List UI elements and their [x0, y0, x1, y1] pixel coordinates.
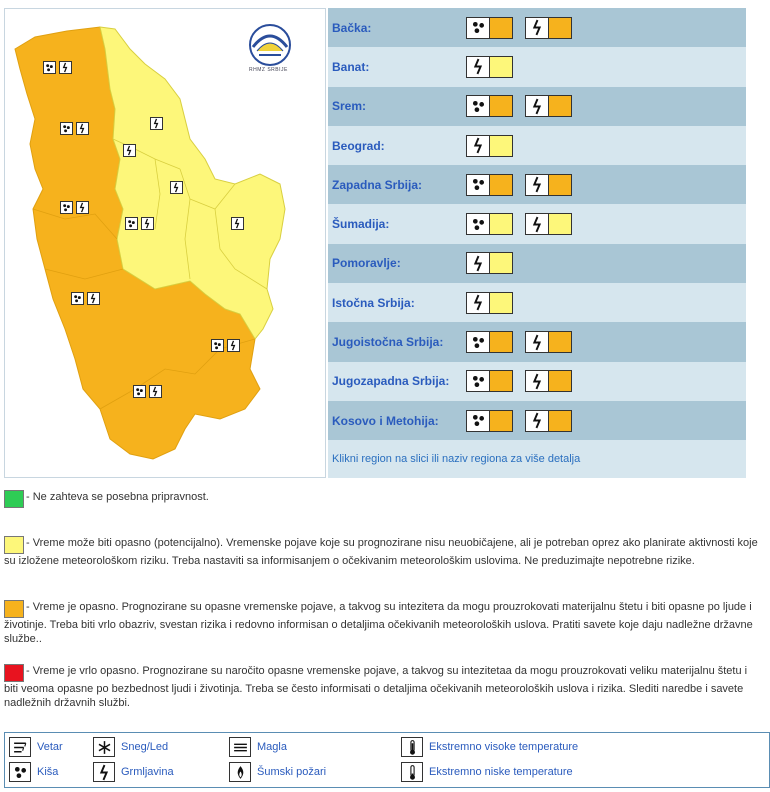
rain-icon [125, 217, 138, 230]
swatch-green [4, 490, 24, 508]
warning-level-orange [548, 332, 571, 352]
rain-icon [467, 214, 489, 234]
info-row [328, 440, 746, 478]
rhmz-logo-icon [245, 23, 295, 73]
rain-icon [467, 371, 489, 391]
rain-icon [467, 18, 489, 38]
rain-icon [43, 61, 56, 74]
icon-key [4, 732, 770, 788]
rain-icon [211, 339, 224, 352]
warning-level-orange [548, 96, 571, 116]
thunder-icon [231, 217, 244, 230]
map-marker-zapadna-srbija[interactable] [60, 201, 89, 214]
region-row-pomoravlje[interactable] [328, 244, 746, 283]
thunder-icon [467, 136, 489, 156]
thunder-icon [123, 144, 136, 157]
region-link-jugoistocna-srbija[interactable]: Jugoistočna Srbija: [332, 335, 444, 350]
thunder-icon [87, 292, 100, 305]
thunder-icon [170, 181, 183, 194]
map-marker-kosovo-i-metohija[interactable] [133, 385, 162, 398]
rain-icon [9, 762, 31, 782]
region-row-beograd[interactable] [328, 126, 746, 165]
key-label-fog: Magla [257, 741, 287, 753]
legend-orange-text: - Vreme je opasno. Prognozirane su opasne vremenske pojave, a takvog su intezitета da mogu prouzrokovati materijalnu štetu i biti opasne po ljude i životinje. Treba biti vrlo obazriv, svestan rizika i redovno informisan o detaljima očekivanih meteoroloških uslova. Pratiti savete koje daju nadležne državne službe.. [4, 601, 753, 645]
thunder-icon [59, 61, 72, 74]
region-row-backa[interactable] [328, 8, 746, 47]
region-link-kosovo-i-metohija[interactable]: Kosovo i Metohija: [332, 413, 439, 428]
map-marker-jugoistocna-srbija[interactable] [211, 339, 240, 352]
map-marker-backa[interactable] [43, 61, 72, 74]
warning-level-orange [548, 175, 571, 195]
warning-level-orange [489, 18, 512, 38]
key-item-fog [229, 737, 287, 757]
swatch-yellow [4, 536, 24, 554]
region-link-srem[interactable]: Srem: [332, 99, 367, 114]
map-marker-jugozapadna-srbija[interactable] [71, 292, 100, 305]
map-marker-sumadija[interactable] [125, 217, 154, 230]
warning-level-yellow [489, 293, 512, 313]
key-label-thunder: Grmljavina [121, 766, 174, 778]
low-temp-icon [401, 762, 423, 782]
thunder-icon [526, 96, 548, 116]
logo-text: RHMZ SRBIJE [249, 67, 288, 73]
region-link-backa[interactable]: Bačka: [332, 20, 372, 35]
warning-rain[interactable] [466, 410, 513, 432]
key-item-rain [9, 762, 58, 782]
high-temp-icon [401, 737, 423, 757]
swatch-red [4, 664, 24, 682]
thunder-icon [526, 371, 548, 391]
map-marker-banat[interactable] [150, 117, 163, 130]
region-link-jugozapadna-srbija[interactable]: Jugozapadna Srbija: [332, 374, 450, 389]
key-label-rain: Kiša [37, 766, 59, 778]
legend-orange [4, 600, 764, 646]
thunder-icon [526, 18, 548, 38]
map-marker-beograd[interactable] [123, 144, 136, 157]
warning-level-yellow [548, 214, 571, 234]
thunder-icon [141, 217, 154, 230]
rain-icon [467, 332, 489, 352]
thunder-icon [526, 214, 548, 234]
warning-level-yellow [489, 57, 512, 77]
key-item-wind [9, 737, 63, 757]
key-item-snow [93, 737, 168, 757]
warning-level-yellow [489, 214, 512, 234]
fog-icon [229, 737, 251, 757]
rain-icon [467, 96, 489, 116]
warning-level-orange [489, 175, 512, 195]
rain-icon [467, 411, 489, 431]
rain-icon [133, 385, 146, 398]
legend-red [4, 664, 764, 710]
key-item-thunder [93, 762, 174, 782]
region-row-kosovo-i-metohija[interactable] [328, 401, 746, 440]
rain-icon [60, 122, 73, 135]
map-marker-srem[interactable] [60, 122, 89, 135]
region-link-banat[interactable]: Banat: [332, 59, 370, 74]
warning-level-orange [489, 96, 512, 116]
region-row-istocna-srbija[interactable] [328, 283, 746, 322]
thunder-icon [467, 253, 489, 273]
key-label-forest-fire: Šumski požari [257, 766, 327, 778]
legend-yellow [4, 536, 764, 568]
warning-level-orange [489, 411, 512, 431]
region-row-srem[interactable] [328, 87, 746, 126]
swatch-orange [4, 600, 24, 618]
warning-level-yellow [489, 136, 512, 156]
thunder-icon [93, 762, 115, 782]
warning-level-orange [489, 371, 512, 391]
warning-rain[interactable] [466, 95, 513, 117]
thunder-icon [227, 339, 240, 352]
warning-thunder[interactable] [466, 56, 513, 78]
map-marker-istocna-srbija[interactable] [231, 217, 244, 230]
thunder-icon [526, 411, 548, 431]
warning-level-yellow [489, 253, 512, 273]
thunder-icon [76, 201, 89, 214]
warning-thunder[interactable] [525, 331, 572, 353]
thunder-icon [76, 122, 89, 135]
thunder-icon [467, 293, 489, 313]
warning-thunder[interactable] [525, 174, 572, 196]
warning-thunder[interactable] [525, 410, 572, 432]
region-link-istocna-srbija[interactable]: Istočna Srbija: [332, 295, 415, 310]
key-item-low-temp [401, 762, 573, 782]
key-item-forest-fire [229, 762, 326, 782]
warning-thunder[interactable] [466, 292, 513, 314]
warning-rain[interactable] [466, 174, 513, 196]
thunder-icon [526, 332, 548, 352]
thunder-icon [150, 117, 163, 130]
region-row-zapadna-srbija[interactable] [328, 165, 746, 204]
warning-rain[interactable] [466, 331, 513, 353]
key-label-wind: Vetar [37, 741, 63, 753]
warning-thunder[interactable] [466, 135, 513, 157]
region-link-sumadija[interactable]: Šumadija: [332, 217, 390, 232]
warning-thunder[interactable] [525, 370, 572, 392]
warning-thunder[interactable] [525, 213, 572, 235]
region-link-pomoravlje[interactable]: Pomoravlje: [332, 256, 401, 271]
region-details-link[interactable]: Klikni region na slici ili naziv regiona za više detalja [332, 453, 581, 466]
legend-green [4, 490, 764, 508]
key-label-snow: Sneg/Led [121, 741, 169, 753]
map-marker-pomoravlje[interactable] [170, 181, 183, 194]
warning-rain[interactable] [466, 17, 513, 39]
warning-level-orange [548, 411, 571, 431]
warning-level-orange [548, 18, 571, 38]
legend-green-text: - Ne zahteva se posebna pripravnost. [26, 491, 209, 503]
key-label-high-temp: Ekstremno visoke temperature [429, 741, 579, 753]
snow-ice-icon [93, 737, 115, 757]
key-label-low-temp: Ekstremno niske temperature [429, 766, 573, 778]
warning-level-orange [548, 371, 571, 391]
warning-rain[interactable] [466, 370, 513, 392]
warning-map [4, 8, 326, 478]
rain-icon [71, 292, 84, 305]
forest-fire-icon [229, 762, 251, 782]
warning-thunder[interactable] [525, 17, 572, 39]
thunder-icon [467, 57, 489, 77]
serbia-map [5, 9, 325, 477]
thunder-icon [526, 175, 548, 195]
rain-icon [60, 201, 73, 214]
region-row-sumadija[interactable] [328, 204, 746, 243]
legend-yellow-text: - Vreme može biti opasno (potencijalno). Vremenske pojave koje su prognozirane nisu neuobičajene, ali je potreban oprez ako planirate aktivnosti koje su izložene meteorološkom riziku. Treba nastaviti sa informisanjem o očekivanim meteorološkim uslovima. Ne preduzimajte nepotrebne rizike. [4, 537, 758, 567]
warning-rain[interactable] [466, 213, 513, 235]
region-row-banat[interactable] [328, 47, 746, 86]
regions-table [328, 8, 746, 478]
thunder-icon [149, 385, 162, 398]
wind-icon [9, 737, 31, 757]
warning-thunder[interactable] [466, 252, 513, 274]
warning-thunder[interactable] [525, 95, 572, 117]
region-link-beograd[interactable]: Beograd: [332, 138, 385, 153]
legend-red-text: - Vreme je vrlo opasno. Prognozirane su naročito opasne vremenske pojave, a takvog su intezitetaa da mogu prouzrokovati veliku materijalnu štetu i biti veoma opasne po bezbednost ljudi i životinja. Treba se često informisati o detaljima očekivanih meteoroloških uslova i rizika. Slediti naredbe i savete nadležnih državnih službi. [4, 665, 748, 709]
rain-icon [467, 175, 489, 195]
key-item-high-temp [401, 737, 578, 757]
region-row-jugozapadna-srbija[interactable] [328, 362, 746, 401]
region-link-zapadna-srbija[interactable]: Zapadna Srbija: [332, 177, 423, 192]
warning-level-orange [489, 332, 512, 352]
region-row-jugoistocna-srbija[interactable] [328, 322, 746, 361]
